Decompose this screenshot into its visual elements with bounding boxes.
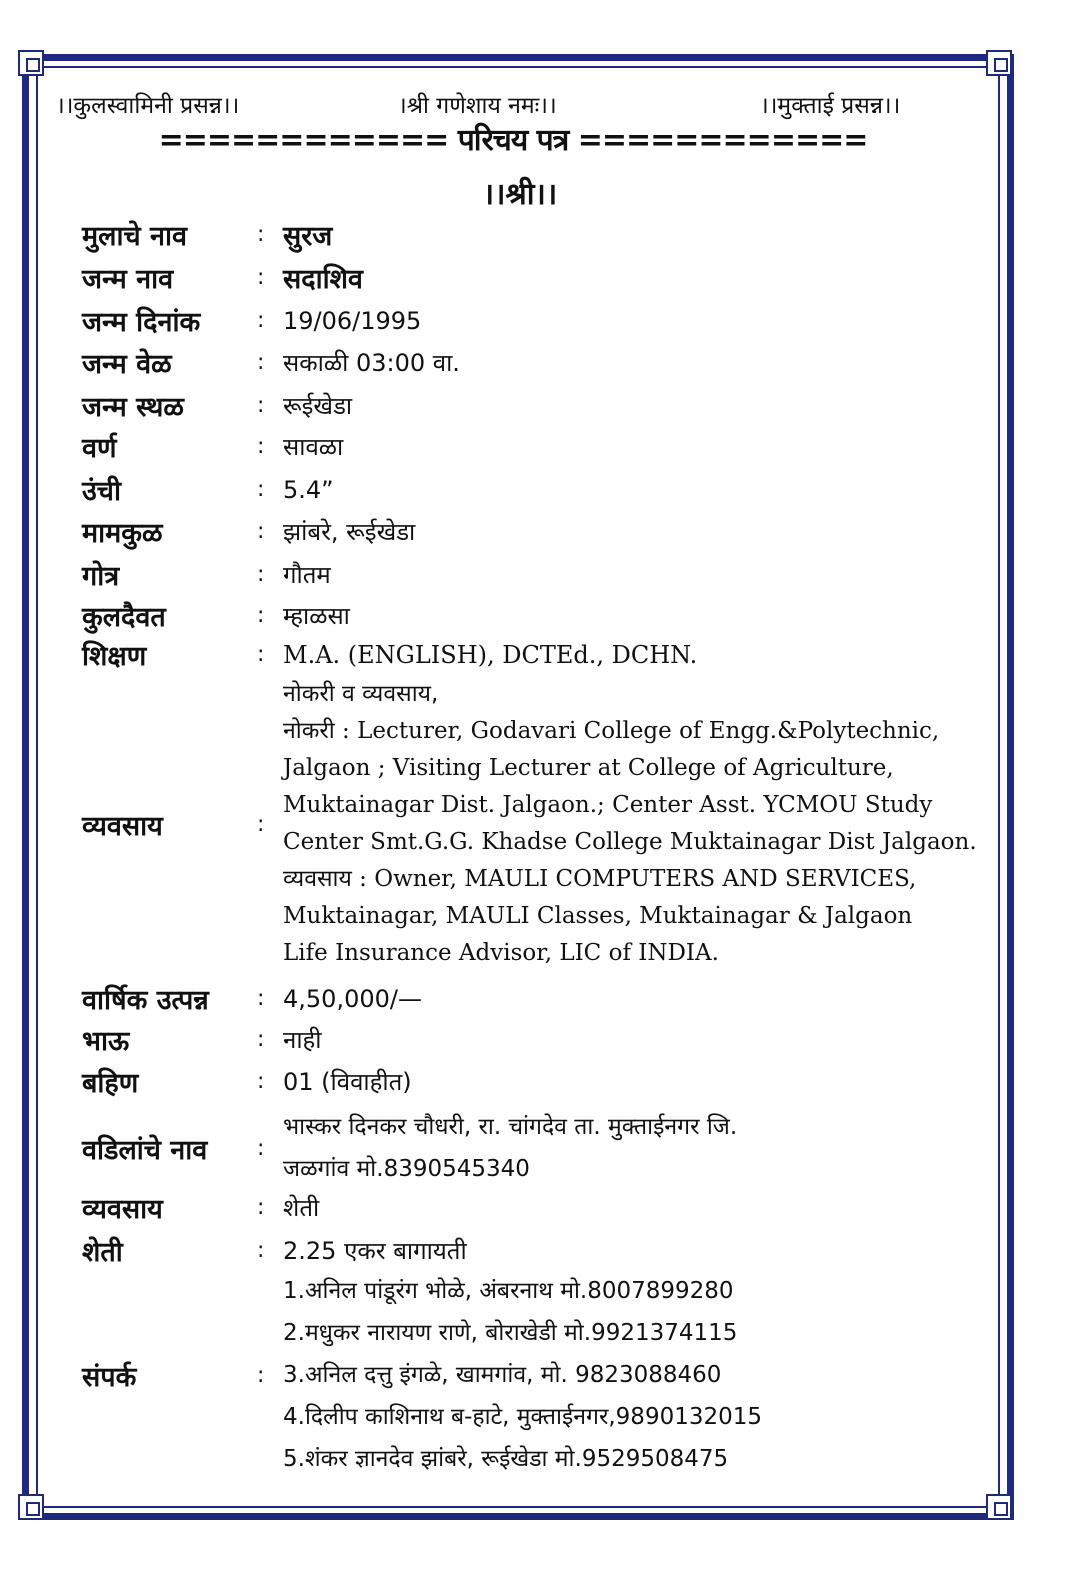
field-row-education <box>82 636 697 673</box>
colon: : <box>257 1238 265 1263</box>
field-row-occupation <box>82 676 977 972</box>
field-label: भाऊ <box>82 1026 130 1057</box>
field-value: सुरज <box>283 221 333 252</box>
colon: : <box>257 1195 265 1220</box>
field-row-income <box>82 980 422 1017</box>
contact-line: 4.दिलीप काशिनाथ ब-हाटे, मुक्ताईनगर,9890132015 <box>283 1404 763 1430</box>
field-row-name <box>82 216 332 253</box>
field-label: जन्म नाव <box>82 264 174 295</box>
field-value: नाही <box>283 1026 322 1054</box>
header-left-invocation: ।।कुलस्वामिनी प्रसन्न।। <box>56 93 240 119</box>
field-value: 2.25 एकर बागायती <box>283 1237 467 1265</box>
field-value: गौतम <box>283 561 331 589</box>
colon: : <box>257 434 265 459</box>
occupation-line: व्यवसाय : Owner, MAULI COMPUTERS AND SERVICES, <box>283 866 917 892</box>
contact-line: 2.मधुकर नारायण राणे, बोराखेडी मो.9921374115 <box>283 1320 738 1346</box>
field-row-sister <box>82 1063 412 1100</box>
colon: : <box>257 519 265 544</box>
field-value: म्हाळसा <box>283 602 350 630</box>
colon: : <box>257 477 265 502</box>
corner-ornament <box>986 50 1012 76</box>
field-row-mamakul <box>82 513 415 550</box>
field-row-complexion <box>82 428 343 465</box>
header-right-invocation: ।।मुक्ताई प्रसन्न।। <box>760 93 901 119</box>
occupation-lines <box>283 676 977 972</box>
field-label: शिक्षण <box>82 641 147 672</box>
colon: : <box>257 393 265 418</box>
field-label: मुलाचे नाव <box>82 221 187 252</box>
field-row-farm <box>82 1232 467 1269</box>
shri-heading: ।।श्री।। <box>482 177 558 212</box>
field-row-father <box>82 1106 737 1190</box>
occupation-line: Jalgaon ; Visiting Lecturer at College of Agriculture, <box>283 755 894 781</box>
field-row-height <box>82 471 334 508</box>
field-label: गोत्र <box>82 561 120 592</box>
field-label: कुलदैवत <box>82 602 166 633</box>
colon: : <box>257 1027 265 1052</box>
field-label: उंची <box>82 476 121 507</box>
field-row-tob <box>82 344 460 381</box>
colon: : <box>257 265 265 290</box>
field-label: जन्म स्थळ <box>82 392 184 423</box>
father-lines <box>283 1106 737 1190</box>
corner-ornament <box>18 50 44 76</box>
contact-line: 5.शंकर ज्ञानदेव झांबरे, रूईखेडा मो.9529508475 <box>283 1446 729 1472</box>
corner-ornament <box>986 1494 1012 1520</box>
field-label: वार्षिक उत्पन्न <box>82 985 209 1016</box>
colon: : <box>257 811 265 837</box>
field-label: जन्म वेळ <box>82 349 172 380</box>
field-value: 01 (विवाहीत) <box>283 1068 412 1096</box>
field-value: शेती <box>283 1194 320 1222</box>
occupation-line: Muktainagar Dist. Jalgaon.; Center Asst. YCMOU Study <box>283 792 933 818</box>
field-value: सकाळी 03:00 वा. <box>283 349 460 377</box>
occupation-line: नोकरी व व्यवसाय, <box>283 681 439 707</box>
contact-line: 1.अनिल पांडूरंग भोळे, अंबरनाथ मो.8007899280 <box>283 1278 734 1304</box>
field-value: 5.4” <box>283 475 334 504</box>
document-title: ============ परिचय पत्र ============ <box>158 123 868 158</box>
field-row-kuldaivat <box>82 597 350 634</box>
field-row-birthname <box>82 259 363 296</box>
occupation-line: Center Smt.G.G. Khadse College Muktainagar Dist Jalgaon. <box>283 829 977 855</box>
field-label: बहिण <box>82 1068 139 1099</box>
field-label: शेती <box>82 1237 123 1268</box>
father-line: जळगांव मो.8390545340 <box>283 1156 530 1182</box>
colon: : <box>257 308 265 333</box>
field-value: 19/06/1995 <box>283 306 422 335</box>
colon: : <box>257 222 265 247</box>
field-value: झांबरे, रूईखेडा <box>283 518 416 546</box>
colon: : <box>257 1135 265 1161</box>
field-label: मामकुळ <box>82 518 163 549</box>
header-center-invocation: ।श्री गणेशाय नमः।। <box>398 93 557 119</box>
field-value: सदाशिव <box>283 264 363 295</box>
field-row-dob <box>82 302 421 339</box>
father-line: भास्कर दिनकर चौधरी, रा. चांगदेव ता. मुक्ताईनगर जि. <box>283 1114 738 1140</box>
colon: : <box>257 986 265 1011</box>
colon: : <box>257 642 265 667</box>
field-row-brother <box>82 1021 322 1058</box>
field-label: व्यवसाय <box>82 810 163 842</box>
field-value: 4,50,000/— <box>283 984 422 1013</box>
field-value: सावळा <box>283 433 344 461</box>
occupation-line: Muktainagar, MAULI Classes, Muktainagar & Jalgaon <box>283 903 913 929</box>
field-row-gotra <box>82 556 331 593</box>
field-label: वडिलांचे नाव <box>82 1134 208 1166</box>
field-label: संपर्क <box>82 1361 137 1393</box>
colon: : <box>257 562 265 587</box>
occupation-line: Life Insurance Advisor, LIC of INDIA. <box>283 940 719 966</box>
field-row-pob <box>82 387 352 424</box>
field-label: वर्ण <box>82 433 117 464</box>
field-row-contacts <box>82 1270 762 1480</box>
contact-line: 3.अनिल दत्तु इंगळे, खामगांव, मो. 9823088460 <box>283 1362 722 1388</box>
colon: : <box>257 350 265 375</box>
field-label: जन्म दिनांक <box>82 307 201 338</box>
contact-lines <box>283 1270 762 1480</box>
corner-ornament <box>18 1494 44 1520</box>
colon: : <box>257 1362 265 1388</box>
colon: : <box>257 603 265 628</box>
field-row-father-occupation <box>82 1189 319 1226</box>
colon: : <box>257 1069 265 1094</box>
occupation-line: नोकरी : Lecturer, Godavari College of Engg.&Polytechnic, <box>283 718 940 744</box>
field-label: व्यवसाय <box>82 1194 163 1225</box>
field-value: M.A. (ENGLISH), DCTEd., DCHN. <box>283 640 698 669</box>
field-value: रूईखेडा <box>283 392 353 420</box>
